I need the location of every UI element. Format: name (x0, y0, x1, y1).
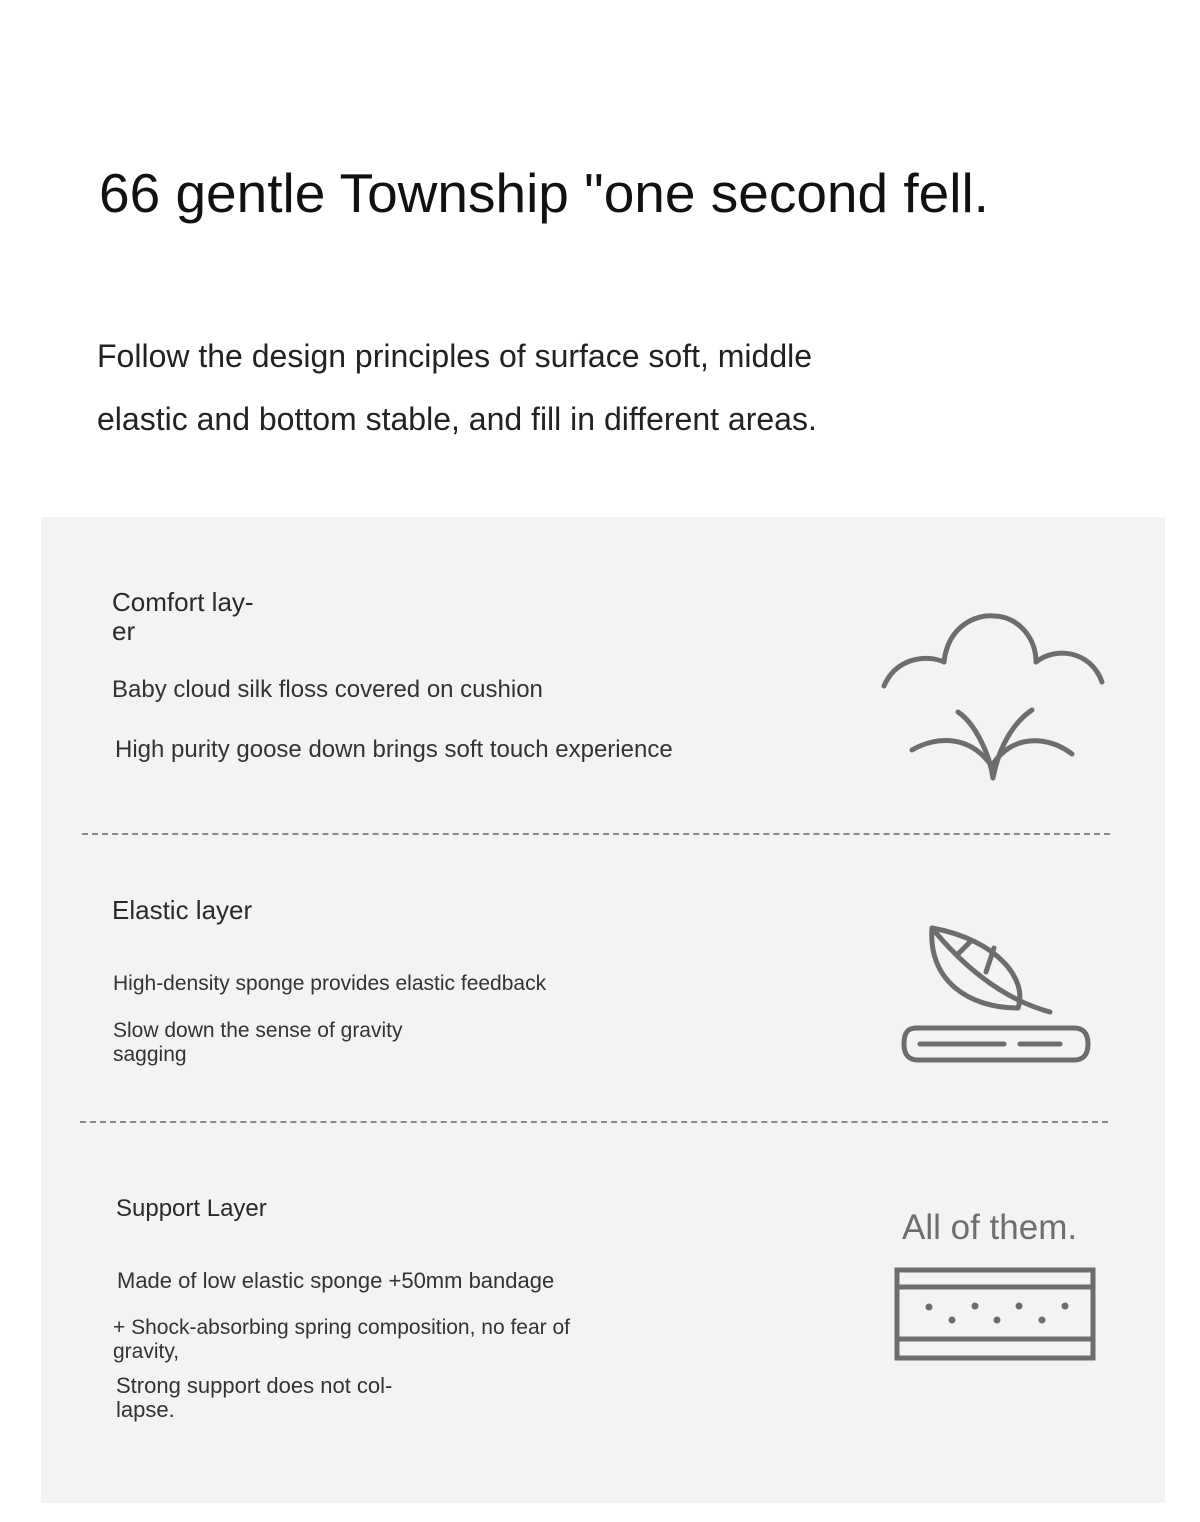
support-layer-line-2a: + Shock-absorbing spring composition, no fear of (113, 1316, 571, 1339)
comfort-layer-title-line-2: er (112, 616, 136, 646)
elastic-layer-line-2 (113, 1019, 403, 1067)
elastic-layer-line-2b: sagging (113, 1043, 187, 1066)
cloud-sprout-icon (876, 606, 1108, 786)
mattress-icon (892, 1265, 1098, 1363)
support-layer-line-3b: lapse. (116, 1397, 175, 1422)
comfort-layer-title (112, 588, 254, 646)
comfort-layer-line-1: Baby cloud silk floss covered on cushion (112, 676, 543, 703)
elastic-layer-line-2a: Slow down the sense of gravity (113, 1019, 403, 1042)
leaf-on-pad-icon (898, 920, 1098, 1070)
intro-line-2: elastic and bottom stable, and fill in different areas. (97, 401, 817, 437)
support-layer-line-3a: Strong support does not col- (116, 1373, 393, 1398)
comfort-layer-title-line-1: Comfort lay- (112, 587, 254, 617)
comfort-layer-line-2: High purity goose down brings soft touch experience (115, 736, 673, 763)
support-layer-line-1: Made of low elastic sponge +50mm bandage (117, 1268, 555, 1293)
support-layer-line-3 (116, 1374, 392, 1422)
elastic-layer-line-1: High-density sponge provides elastic feedback (113, 972, 547, 995)
section-divider (80, 1121, 1108, 1123)
support-layer-line-2b: gravity, (113, 1340, 180, 1363)
page-headline: 66 gentle Township "one second fell. (99, 162, 989, 224)
intro-paragraph (97, 325, 917, 451)
support-layer-caption: All of them. (902, 1208, 1078, 1247)
elastic-layer-title: Elastic layer (112, 895, 253, 925)
support-layer-line-2 (113, 1316, 570, 1364)
intro-line-1: Follow the design principles of surface soft, middle (97, 338, 813, 374)
section-divider (82, 833, 1110, 835)
support-layer-title: Support Layer (116, 1195, 267, 1222)
